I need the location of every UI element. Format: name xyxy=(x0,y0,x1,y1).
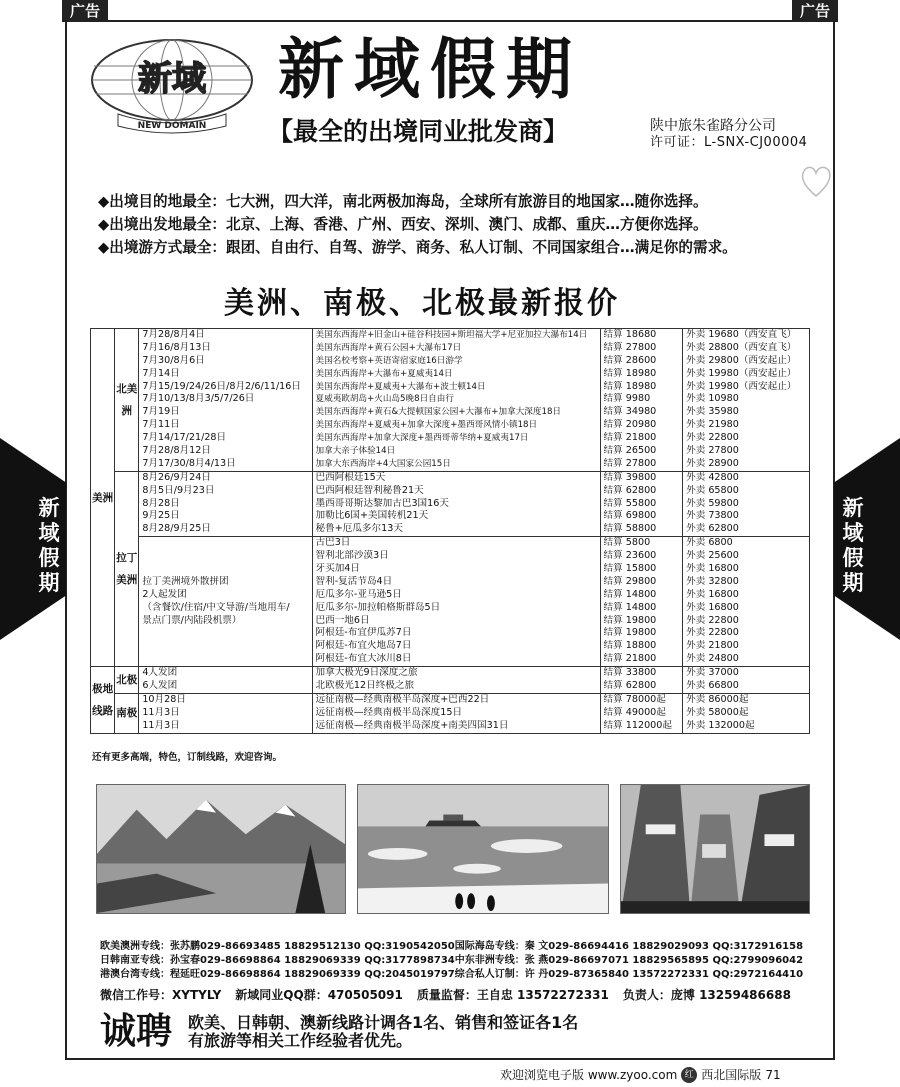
cell-line: 7月17/30/8月4/13日 xyxy=(142,457,236,469)
cell-line: 外卖 29800（西安起止） xyxy=(686,354,797,366)
cell-lines xyxy=(142,694,308,733)
cell-line: 智利北部沙漠3日 xyxy=(315,550,389,562)
cell-lines xyxy=(686,537,806,666)
cell-lines xyxy=(316,694,597,733)
cell-lines xyxy=(142,472,308,536)
table-row xyxy=(91,537,810,667)
cell-line: 结算 9980 xyxy=(603,393,651,405)
table-row xyxy=(91,667,810,694)
cell-line: 8月5日/9月23日 xyxy=(142,484,215,496)
cell-line: 结算 55800 xyxy=(603,497,657,509)
cell-line: 远征南极—经典南极半岛深度+南美四国31日 xyxy=(315,719,509,731)
cell-line: 结算 19800 xyxy=(603,627,657,639)
cell-lines xyxy=(604,537,680,666)
cell-line: 外卖 22800 xyxy=(686,627,739,639)
price-table xyxy=(90,328,810,734)
cell-line: 结算 15800 xyxy=(603,563,657,575)
page-number: 71 xyxy=(765,1068,781,1082)
cell-line: 巴西阿根廷智利秘鲁21天 xyxy=(315,484,424,496)
cell-line: 结算 58800 xyxy=(603,523,657,535)
cell-line: 结算 112000起 xyxy=(603,719,672,731)
heart-icon xyxy=(798,160,834,200)
cell-line: （含餐饮/住宿/中文导游/当地用车/ xyxy=(142,601,290,613)
logo-text: NEW DOMAIN xyxy=(137,121,207,131)
cell-line: 景点门票/内陆段机票） xyxy=(142,614,242,626)
cell-lines xyxy=(604,329,680,471)
cell-line: 外卖 19680（西安直飞） xyxy=(686,329,797,340)
cell-line: 结算 18680 xyxy=(603,329,657,340)
brand-subtitle: 【最全的出境同业批发商】 xyxy=(268,117,569,146)
antarctic-cruise-photo xyxy=(357,784,609,914)
cell-line: 外卖 73800 xyxy=(686,510,739,522)
mountain-lake-photo xyxy=(96,784,346,914)
group-polar-label: 极地线路 xyxy=(91,667,115,733)
cell-lines xyxy=(316,537,597,666)
cell-line: 阿根廷-布宜大冰川8日 xyxy=(315,653,412,665)
license-number: 许可证：L-SNX-CJ00004 xyxy=(650,135,808,150)
table-row xyxy=(91,693,810,733)
cell-line: 远征南极—经典南极半岛深度15日 xyxy=(315,706,463,718)
globe-logo xyxy=(88,36,256,136)
antarctic-label: 南极 xyxy=(115,693,139,733)
cell-line: 美国东西海岸+夏威夷+加拿大深度+墨西哥风情小镇18日 xyxy=(315,420,538,431)
cell-line: 美国东西海岸+旧金山+硅谷科技园+斯坦福大学+尼亚加拉大瀑布14日 xyxy=(315,330,588,340)
cell-line: 古巴3日 xyxy=(315,537,351,549)
cell-line: 7月30/8月6日 xyxy=(142,354,205,366)
cell-line: 美国东西海岸+黄石公园+大瀑布17日 xyxy=(315,342,462,353)
cell-line: 外卖 28900 xyxy=(686,457,739,469)
cell-line: 外卖 58000起 xyxy=(686,706,749,718)
cell-lines xyxy=(686,667,806,693)
cell-line: 结算 21800 xyxy=(603,653,657,665)
cell-line: 外卖 19980（西安起止） xyxy=(686,380,797,392)
more-routes-note: 还有更多高端，特色，订制线路，欢迎咨询。 xyxy=(92,752,283,763)
cell-line: 外卖 16800 xyxy=(686,601,739,613)
cell-line: 结算 27800 xyxy=(603,341,657,353)
cell-line: 7月15/19/24/26日/8月2/6/11/16日 xyxy=(142,380,301,392)
cell-line: 外卖 37000 xyxy=(686,667,739,679)
hiring-block xyxy=(100,1012,578,1052)
ad-label-right: 广告 xyxy=(792,0,838,22)
latin-america-label: 拉丁美洲 xyxy=(115,471,139,666)
cell-line: 外卖 21800 xyxy=(686,640,739,652)
cell-line: 外卖 10980 xyxy=(686,393,739,405)
cell-line: 外卖 27800 xyxy=(686,445,739,457)
hiring-text: 欧美、日韩朝、澳新线路计调各1名、销售和签证各1名 有旅游等相关工作经验者优先。 xyxy=(188,1013,579,1050)
cell-line: 结算 18980 xyxy=(603,367,657,379)
cell-line: 结算 20980 xyxy=(603,419,657,431)
cell-line: 结算 14800 xyxy=(603,588,657,600)
footer-section: 西北国际版 xyxy=(701,1068,762,1082)
cell-line: 加拿大极光9日深度之旅 xyxy=(315,667,418,679)
cell-line: 远征南极—经典南极半岛深度+巴西22日 xyxy=(315,693,490,705)
feature-line: ◆出境目的地最全：七大洲，四大洋，南北两极加海岛，全球所有旅游目的地国家…随你选择。 xyxy=(98,193,708,210)
cell-line: 7月11日 xyxy=(142,419,180,431)
cell-line: 美国名校考察+英语寄宿家庭16日游学 xyxy=(315,355,463,366)
brand-title: 新域假期 xyxy=(278,31,582,108)
north-america-label: 北美洲 xyxy=(115,329,139,472)
cell-line: 9月25日 xyxy=(142,510,180,522)
cell-line: 外卖 6800 xyxy=(686,537,733,549)
cell-line: 加拿大亲子体验14日 xyxy=(315,446,396,457)
cell-line: 结算 39800 xyxy=(603,471,657,483)
cell-lines xyxy=(142,329,308,471)
cell-line: 美国东西海岸+黄石&大提顿国家公园+大瀑布+加拿大深度18日 xyxy=(315,407,562,418)
cell-line: 美国东西海岸+大瀑布+夏威夷14日 xyxy=(315,368,453,379)
arctic-label: 北极 xyxy=(115,667,139,694)
cell-line: 加勒比6国+美国转机21天 xyxy=(315,510,429,522)
cell-line: 外卖 42800 xyxy=(686,471,739,483)
cell-lines xyxy=(604,667,680,693)
cell-line: 4人发团 xyxy=(142,667,178,679)
cell-lines xyxy=(142,667,308,693)
cell-line: 外卖 22800 xyxy=(686,614,739,626)
cell-line: 巴西阿根廷15天 xyxy=(315,471,386,483)
cell-line: 外卖 132000起 xyxy=(686,719,755,731)
cell-line: 7月16/8月13日 xyxy=(142,341,211,353)
cell-line: 8月26/9月24日 xyxy=(142,471,211,483)
cell-line: 结算 29800 xyxy=(603,575,657,587)
cell-line: 外卖 25600 xyxy=(686,550,739,562)
feature-line: ◆出境出发地最全：北京、上海、香港、广州、西安、深圳、澳门、成都、重庆…方便你选择。 xyxy=(98,216,708,233)
cell-line: 7月28/8月4日 xyxy=(142,329,205,340)
feature-line: ◆出境游方式最全：跟团、自由行、自驾、游学、商务、私人订制、不同国家组合…满足你的需求。 xyxy=(98,239,737,256)
cell-line: 外卖 24800 xyxy=(686,653,739,665)
cell-line: 11月3日 xyxy=(142,706,180,718)
company-name: 陕中旅朱雀路分公司 xyxy=(650,118,776,134)
cell-line: 外卖 16800 xyxy=(686,563,739,575)
cell-line: 结算 18800 xyxy=(603,640,657,652)
side-label-left: 新域假期 xyxy=(38,496,60,595)
cell-line: 7月14/17/21/28日 xyxy=(142,432,227,444)
cell-line: 美国东西海岸+加拿大深度+墨西哥蒂华纳+夏威夷17日 xyxy=(315,433,529,444)
cell-line: 结算 34980 xyxy=(603,406,657,418)
cell-line: 外卖 86000起 xyxy=(686,693,749,705)
cell-line: 结算 19800 xyxy=(603,614,657,626)
cell-line: 外卖 22800 xyxy=(686,432,739,444)
cell-line: 结算 62800 xyxy=(603,680,657,692)
table-row xyxy=(91,471,810,536)
svg-text:新域: 新域 xyxy=(138,59,206,99)
cell-line: 阿根廷-布宜伊瓜苏7日 xyxy=(315,627,412,639)
cell-lines xyxy=(604,694,680,733)
hiring-title: 诚聘 xyxy=(100,1011,173,1052)
cell-line: 外卖 19980（西安起止） xyxy=(686,367,797,379)
cell-line: 结算 5800 xyxy=(603,537,651,549)
cell-line: 拉丁美洲境外散拼团 xyxy=(142,575,229,587)
cell-line: 北欧极光12日终极之旅 xyxy=(315,680,415,692)
cell-line: 结算 26500 xyxy=(603,445,657,457)
cell-line: 结算 49000起 xyxy=(603,706,666,718)
cell-line: 6人发团 xyxy=(142,680,178,692)
cell-line: 7月14日 xyxy=(142,367,180,379)
contact-row: 日韩南亚专线：孙宝春029-86698864 18829069339 QQ:3177898734 中东非洲专线：张 燕029-86697071 18829565895 QQ:2799096042 xyxy=(100,955,804,967)
cell-line: 结算 62800 xyxy=(603,484,657,496)
cell-lines xyxy=(686,472,806,536)
cell-line: 外卖 32800 xyxy=(686,575,739,587)
cell-lines xyxy=(686,329,806,471)
cell-line: 结算 69800 xyxy=(603,510,657,522)
footer-text: 欢迎浏览电子版 www.zyoo.com xyxy=(500,1068,678,1082)
side-label-right: 新域假期 xyxy=(842,496,864,595)
contact-row: 欧美澳洲专线：张苏鹏029-86693485 18829512130 QQ:3190542050 国际海岛专线：秦 文029-86694416 18829029093 QQ:3172916158 xyxy=(100,941,804,952)
cell-line: 2人起发团 xyxy=(142,588,187,600)
cell-line: 夏威夷欧胡岛+火山岛5晚8日自由行 xyxy=(315,394,454,405)
cell-line: 7月10/13/8月3/5/7/26日 xyxy=(142,393,255,405)
cell-line: 结算 33800 xyxy=(603,667,657,679)
cell-lines xyxy=(316,472,597,536)
cell-line: 秘鲁+厄瓜多尔13天 xyxy=(315,523,403,535)
cell-line: 结算 27800 xyxy=(603,457,657,469)
cell-line: 外卖 66800 xyxy=(686,680,739,692)
cell-line: 外卖 16800 xyxy=(686,588,739,600)
cell-lines xyxy=(316,667,597,693)
cell-line: 外卖 28800（西安直飞） xyxy=(686,341,797,353)
cell-line: 厄瓜多尔-加拉帕格斯群岛5日 xyxy=(315,601,441,613)
cell-lines xyxy=(604,472,680,536)
cell-lines xyxy=(316,329,597,471)
contact-row: 港澳台湾专线：程延旺029-86698864 18829069339 QQ:2045019797 综合私人订制：许 丹029-87365840 13572272331 QQ:2972164410 xyxy=(100,969,804,981)
section-title: 美洲、南极、北极最新报价 xyxy=(224,286,620,321)
page-footer xyxy=(500,1066,781,1084)
cell-line: 7月19日 xyxy=(142,406,180,418)
cell-line: 11月3日 xyxy=(142,719,180,731)
cell-line: 结算 23600 xyxy=(603,550,657,562)
cell-line: 厄瓜多尔-亚马逊5日 xyxy=(315,588,402,600)
red-badge-icon: 红 xyxy=(681,1067,697,1083)
cell-line: 牙买加4日 xyxy=(315,563,360,575)
cell-line: 10月28日 xyxy=(142,693,186,705)
cell-lines xyxy=(686,694,806,733)
cell-line: 8月28日 xyxy=(142,497,180,509)
cell-line: 结算 14800 xyxy=(603,601,657,613)
cell-line: 结算 18980 xyxy=(603,380,657,392)
cell-line: 结算 28600 xyxy=(603,354,657,366)
cell-line: 8月28/9月25日 xyxy=(142,523,211,535)
cell-line: 外卖 59800 xyxy=(686,497,739,509)
cell-line: 结算 21800 xyxy=(603,432,657,444)
cell-line: 阿根廷-布宜火地岛7日 xyxy=(315,640,412,652)
cell-line: 巴西一地6日 xyxy=(315,614,370,626)
cell-line: 外卖 21980 xyxy=(686,419,739,431)
cell-line: 美国东西海岸+夏威夷+大瀑布+波士顿14日 xyxy=(315,381,486,392)
cell-lines xyxy=(142,576,308,628)
ad-label-left: 广告 xyxy=(62,0,108,22)
cell-line: 外卖 35980 xyxy=(686,406,739,418)
table-row xyxy=(91,329,810,472)
cell-line: 墨西哥哥斯达黎加古巴3国16天 xyxy=(315,497,449,509)
city-skyline-photo xyxy=(620,784,810,914)
cell-line: 外卖 62800 xyxy=(686,523,739,535)
group-america-label: 美洲 xyxy=(91,329,115,667)
feature-list xyxy=(98,190,737,259)
contact-block xyxy=(100,940,804,1003)
cell-line: 结算 78000起 xyxy=(603,693,666,705)
wechat-row: 微信工作号：XYTYLY 新域同业QQ群：470505091 质量监督：王自忠 13572272331 负责人：庞博 13259486688 xyxy=(100,987,791,1002)
cell-line: 加拿大东西海岸+4大国家公园15日 xyxy=(315,458,451,469)
cell-line: 7月28/8月12日 xyxy=(142,445,211,457)
cell-line: 智利-复活节岛4日 xyxy=(315,575,393,587)
cell-line: 外卖 65800 xyxy=(686,484,739,496)
